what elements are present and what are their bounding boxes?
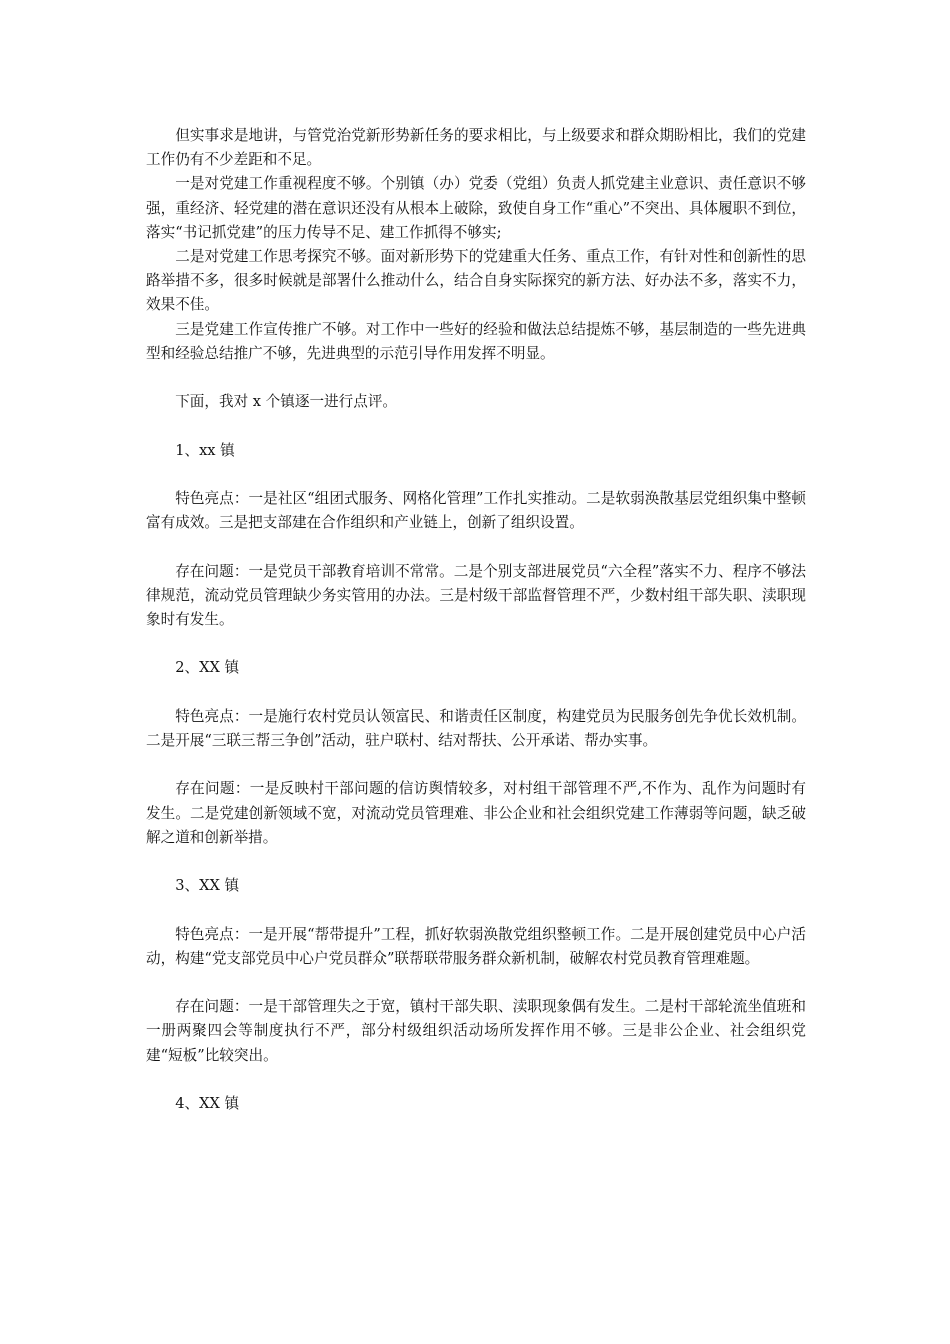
town-3-highlights: 特色亮点：一是开展“帮带提升”工程，抓好软弱涣散党组织整顿工作。二是开展创建党员中心户活动，构建“党支部党员中心户党员群众”联帮联带服务群众新机制，破解农村党员教育管理难题。 [146,925,806,967]
intro-paragraph: 但实事求是地讲，与管党治党新形势新任务的要求相比，与上级要求和群众期盼相比，我们的党建工作仍有不少差距和不足。 [146,127,806,169]
spacer [146,414,806,438]
spacer [146,753,806,777]
intro-point-2: 二是对党建工作思考探究不够。面对新形势下的党建重大任务、重点工作，有针对性和创新性的思路举措不多，很多时候就是部署什么推动什么，结合自身实际探究的新方法、好办法不多，落实不力，效果不佳。 [146,248,806,314]
spacer [146,463,806,487]
spacer [146,632,806,656]
spacer [146,681,806,705]
intro-point-3: 三是党建工作宣传推广不够。对工作中一些好的经验和做法总结提炼不够，基层制造的一些先进典型和经验总结推广不够，先进典型的示范引导作用发挥不明显。 [146,320,806,362]
spacer [146,535,806,559]
spacer [146,1068,806,1092]
spacer [146,898,806,922]
town-1-highlights: 特色亮点：一是社区“组团式服务、网格化管理”工作扎实推动。二是软弱涣散基层党组织集中整顿富有成效。三是把支部建在合作组织和产业链上，创新了组织设置。 [146,490,806,532]
spacer [146,971,806,995]
town-4-heading: 4、XX 镇 [175,1094,240,1112]
spacer [146,366,806,390]
town-2-heading: 2、XX 镇 [175,659,240,677]
transition-line: 下面，我对 x 个镇逐一进行点评。 [175,393,398,411]
spacer [146,850,806,874]
intro-point-1: 一是对党建工作重视程度不够。个别镇（办）党委（党组）负责人抓党建主业意识、责任意识不够强，重经济、轻党建的潜在意识还没有从根本上破除，致使自身工作“重心”不突出、具体履职不到位，落实“书记抓党建”的压力传导不足、建工作抓得不够实; [146,175,806,241]
town-2-highlights: 特色亮点：一是施行农村党员认领富民、和谐责任区制度，构建党员为民服务创先争优长效机制。二是开展“三联三帮三争创”活动，驻户联村、结对帮扶、公开承诺、帮办实事。 [146,707,806,749]
document-page [146,124,806,1116]
town-2-problems: 存在问题：一是反映村干部问题的信访舆情较多，对村组干部管理不严,不作为、乱作为问题时有发生。二是党建创新领域不宽，对流动党员管理难、非公企业和社会组织党建工作薄弱等问题，缺乏破解之道和创新举措。 [146,780,806,846]
town-1-problems: 存在问题：一是党员干部教育培训不常常。二是个别支部进展党员“六全程”落实不力、程序不够法律规范，流动党员管理缺少务实管用的办法。三是村级干部监督管理不严，少数村组干部失职、渎职现象时有发生。 [146,562,806,628]
town-3-problems: 存在问题：一是干部管理失之于宽，镇村干部失职、渎职现象偶有发生。二是村干部轮流坐值班和一册两聚四会等制度执行不严，部分村级组织活动场所发挥作用不够。三是非公企业、社会组织党建“短板”比较突出。 [146,998,806,1064]
town-1-heading: 1、xx 镇 [175,441,235,459]
town-3-heading: 3、XX 镇 [175,877,240,895]
